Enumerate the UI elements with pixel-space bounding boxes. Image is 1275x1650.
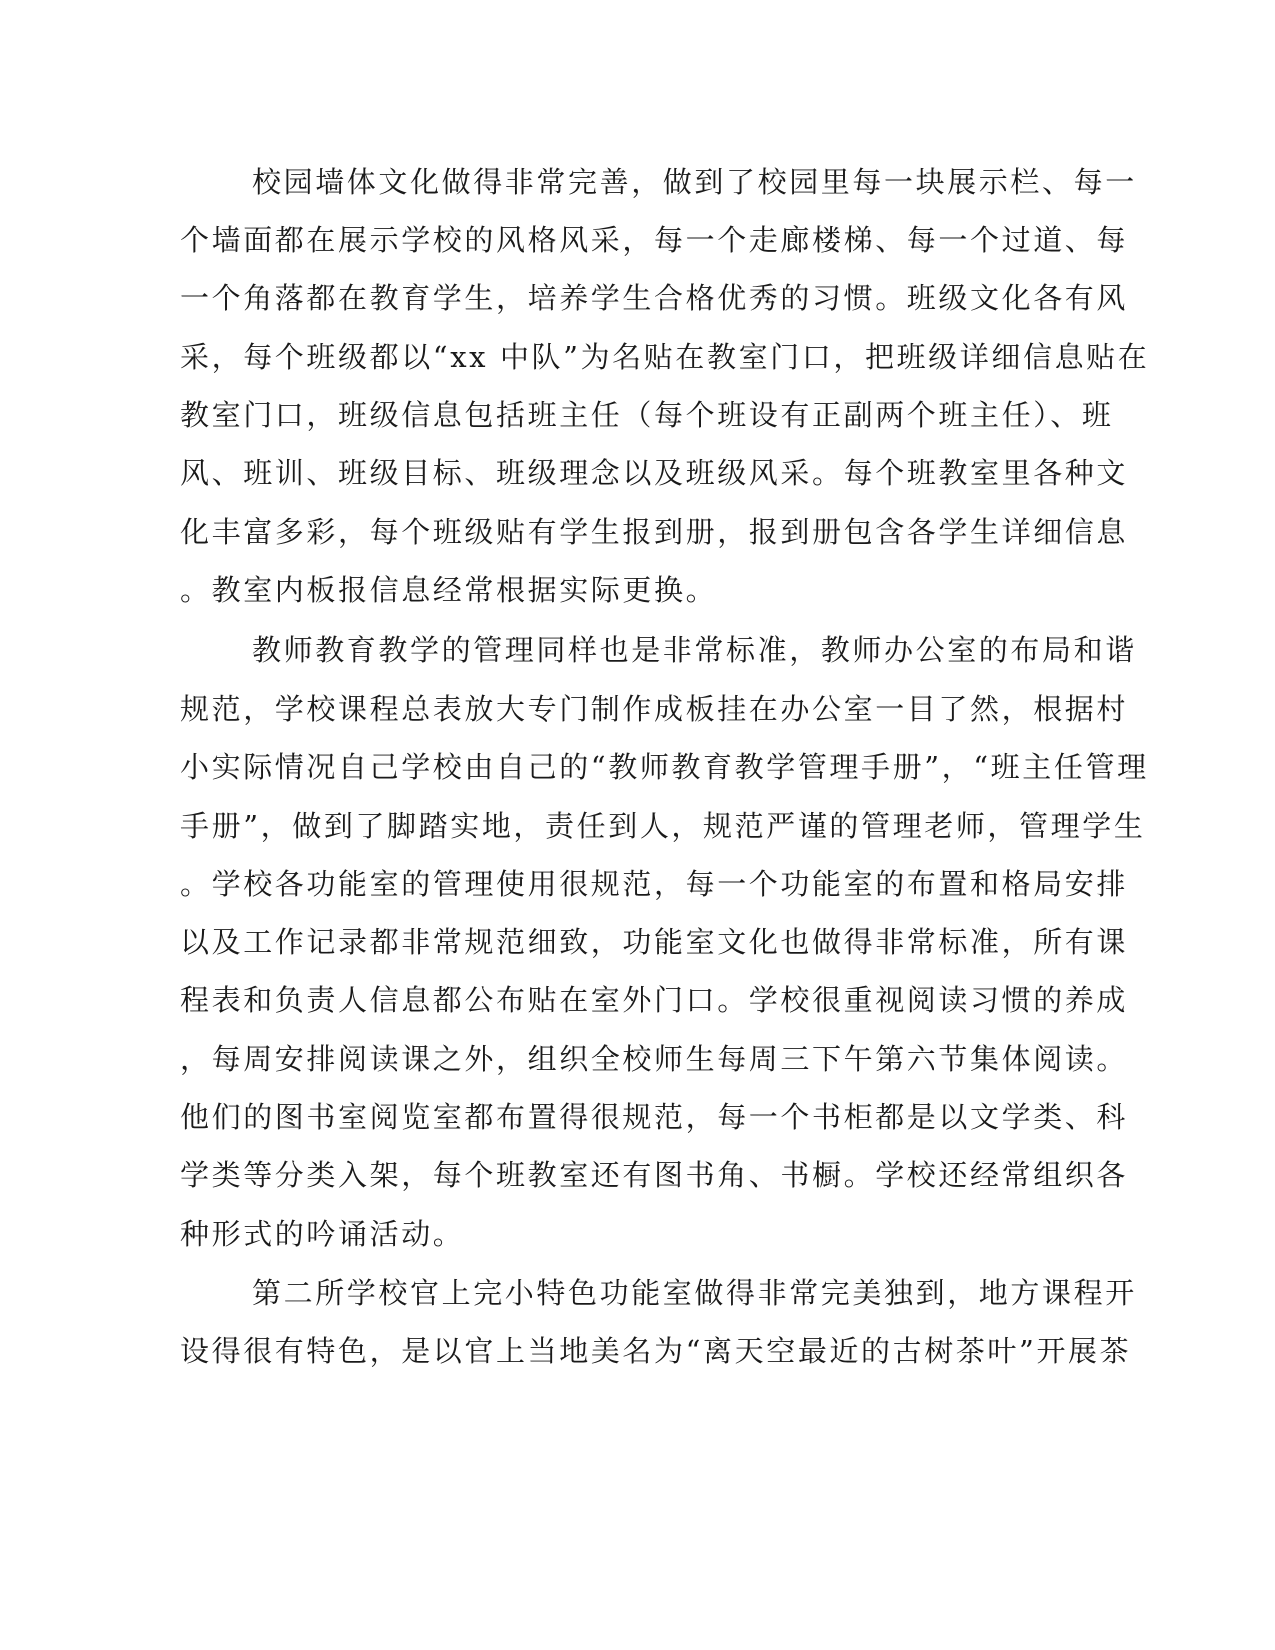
text-line: 学类等分类入架，每个班教室还有图书角、书橱。学校还经常组织各	[180, 1158, 1129, 1192]
text-line: 一个角落都在教育学生，培养学生合格优秀的习惯。班级文化各有风	[180, 281, 1129, 315]
text-line: 种形式的吟诵活动。	[180, 1217, 465, 1251]
text-line: 小实际情况自己学校由自己的“教师教育教学管理手册”，“班主任管理	[180, 750, 1149, 784]
text-line: 他们的图书室阅览室都布置得很规范，每一个书柜都是以文学类、科	[180, 1100, 1129, 1134]
text-line: 。教室内板报信息经常根据实际更换。	[180, 573, 718, 607]
text-line: 程表和负责人信息都公布贴在室外门口。学校很重视阅读习惯的养成	[180, 983, 1129, 1017]
text-line: 采，每个班级都以“xx 中队”为名贴在教室门口，把班级详细信息贴在	[180, 340, 1150, 374]
text-line: ，每周安排阅读课之外，组织全校师生每周三下午第六节集体阅读。	[180, 1042, 1129, 1076]
text-line: 规范，学校课程总表放大专门制作成板挂在办公室一目了然，根据村	[180, 692, 1129, 726]
text-line: 教师教育教学的管理同样也是非常标准，教师办公室的布局和谐	[252, 633, 1137, 667]
text-line: 第二所学校官上完小特色功能室做得非常完美独到，地方课程开	[252, 1276, 1137, 1310]
text-line: 以及工作记录都非常规范细致，功能室文化也做得非常标准，所有课	[180, 925, 1129, 959]
text-line: 手册”，做到了脚踏实地，责任到人，规范严谨的管理老师，管理学生	[180, 809, 1146, 843]
text-line: 化丰富多彩，每个班级贴有学生报到册，报到册包含各学生详细信息	[180, 515, 1129, 549]
text-line: 。学校各功能室的管理使用很规范，每一个功能室的布置和格局安排	[180, 867, 1129, 901]
text-line: 风、班训、班级目标、班级理念以及班级风采。每个班教室里各种文	[180, 456, 1129, 490]
text-line: 教室门口，班级信息包括班主任（每个班设有正副两个班主任）、班	[180, 398, 1114, 432]
text-line: 校园墙体文化做得非常完善，做到了校园里每一块展示栏、每一	[252, 165, 1137, 199]
text-line: 设得很有特色，是以官上当地美名为“离天空最近的古树茶叶”开展茶	[180, 1334, 1132, 1368]
text-line: 个墙面都在展示学校的风格风采，每一个走廊楼梯、每一个过道、每	[180, 223, 1129, 257]
